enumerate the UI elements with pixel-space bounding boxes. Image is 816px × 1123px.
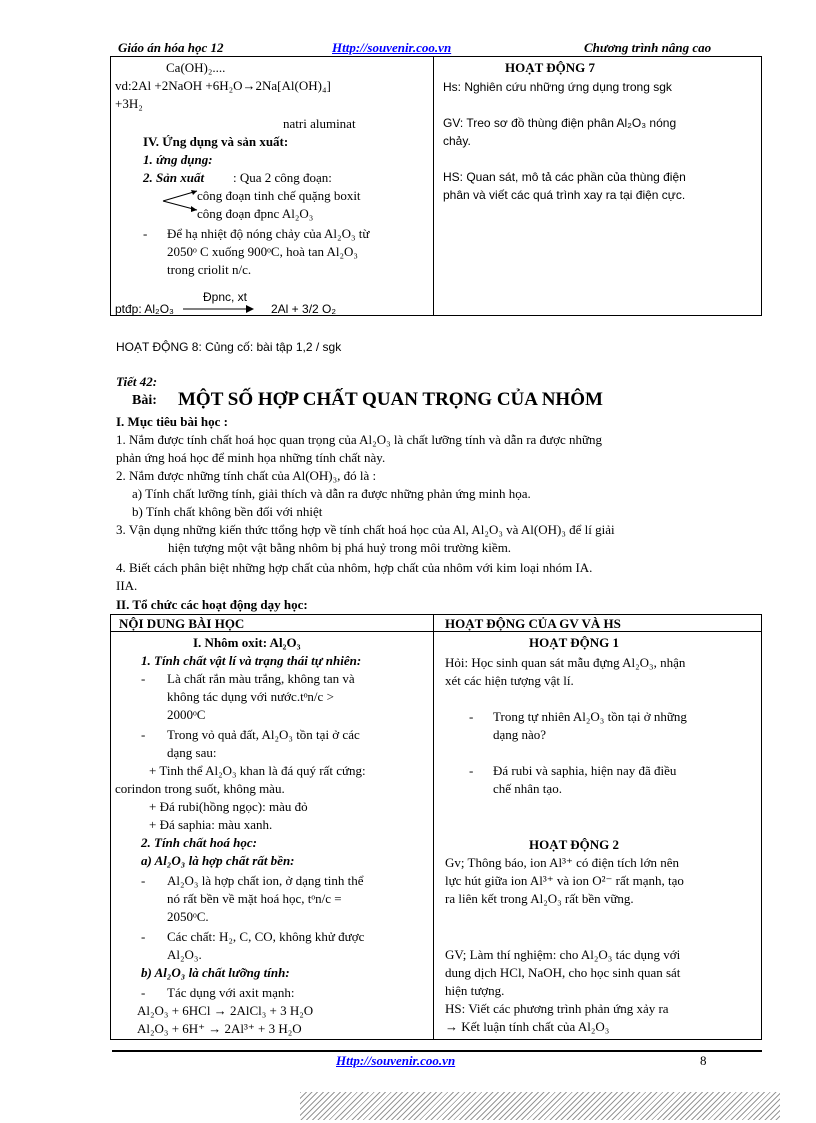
text-line: nó rất bền về mặt hoá học, tᵒn/c = bbox=[167, 891, 342, 906]
objective-line: phản ứng hoá học để minh họa những tính chất này. bbox=[116, 450, 386, 465]
activity-8: HOẠT ĐỘNG 8: Củng cố: bài tập 1,2 / sgk bbox=[116, 340, 342, 354]
text-line: → Kết luận tính chất của Al₂O₃ bbox=[445, 1019, 610, 1034]
bullet-dash: - bbox=[469, 763, 474, 778]
text-line: ptđp: Al₂O₃ bbox=[115, 302, 174, 316]
text-line: GV; Làm thí nghiệm: cho Al₂O₃ tác dụng với bbox=[445, 947, 681, 962]
objective-line: a) Tính chất lưỡng tính, giải thích và dẫn ra được những phản ứng minh họa. bbox=[132, 486, 531, 501]
subsection-heading: 2. Tính chất hoá học: bbox=[141, 835, 257, 850]
text-line: Gv; Thông báo, ion Al³⁺ có điện tích lớn nên bbox=[445, 855, 680, 870]
reaction-condition: Đpnc, xt bbox=[203, 290, 248, 304]
text-line: xét các hiện tượng vật lí. bbox=[445, 673, 574, 688]
text-line: Đá rubi và saphia, hiện nay đã điều bbox=[493, 763, 677, 778]
objective-line: 4. Biết cách phân biệt những hợp chất của nhôm, hợp chất của nhôm với kim loại nhóm IA. bbox=[116, 560, 593, 575]
header-link[interactable]: Http://souvenir.coo.vn bbox=[332, 40, 452, 55]
text-line: natri aluminat bbox=[283, 116, 356, 131]
text-line: HS: Viết các phương trình phản ứng xảy ra bbox=[445, 1001, 669, 1016]
text-line: Để hạ nhiệt độ nóng chảy của Al₂O₃ từ bbox=[167, 226, 370, 241]
text-line: Là chất rắn màu trắng, không tan và bbox=[167, 671, 355, 686]
text-line: 2Al + 3/2 O₂ bbox=[271, 302, 337, 316]
text-line: 2050ᵒC. bbox=[167, 909, 209, 924]
subsection-heading: b) Al₂O₃ là chất lưỡng tính: bbox=[141, 965, 290, 980]
reaction-arrow-icon bbox=[183, 304, 255, 314]
text-line: công đoạn đpnc Al₂O₃ bbox=[197, 206, 314, 221]
header-left: Giáo án hóa học 12 bbox=[118, 40, 224, 55]
bullet-dash: - bbox=[141, 929, 146, 944]
text-line: hiện tượng. bbox=[445, 983, 505, 998]
page-number: 8 bbox=[700, 1053, 707, 1068]
text-line: Hỏi: Học sinh quan sát mẫu đựng Al₂O₃, nhận bbox=[445, 655, 686, 670]
text-line: + Đá rubi(hồng ngọc): màu đỏ bbox=[149, 799, 308, 814]
objective-line: 3. Vận dụng những kiến thức ttổng hợp về tính chất hoá học của Al, Al₂O₃ và Al(OH)₃ để lí giải bbox=[116, 522, 615, 537]
text-line: Các chất: H₂, C, CO, không khử được bbox=[167, 929, 365, 944]
text-line: Trong tự nhiên Al₂O₃ tồn tại ở những bbox=[493, 709, 687, 724]
text-line: không tác dụng với nước.tᵒn/c > bbox=[167, 689, 334, 704]
text-line: trong criolit n/c. bbox=[167, 262, 252, 277]
table-divider bbox=[433, 615, 434, 1039]
objectives-heading: I. Mục tiêu bài học : bbox=[116, 414, 228, 429]
text-line: 2000ᵒC bbox=[167, 707, 206, 722]
bullet-dash: - bbox=[469, 709, 474, 724]
objective-line: IIA. bbox=[116, 578, 138, 593]
text-line: lực hút giữa ion Al³⁺ và ion O²⁻ rất mạnh, tạo bbox=[445, 873, 684, 888]
table-divider bbox=[433, 56, 434, 316]
section-heading: IV. Ứng dụng và sản xuất: bbox=[143, 134, 289, 149]
text-line: : Qua 2 công đoạn: bbox=[233, 170, 332, 185]
subsection-heading: 2. Sản xuất bbox=[143, 170, 205, 185]
bullet-dash: - bbox=[141, 727, 146, 742]
text-line: ra liên kết trong Al₂O₃ rất bền vững. bbox=[445, 891, 634, 906]
bullet-dash: - bbox=[143, 226, 148, 241]
text-line: dạng sau: bbox=[167, 745, 217, 760]
objective-line: 2. Nắm được những tính chất của Al(OH)₃, đó là : bbox=[116, 468, 377, 483]
objective-line: hiện tượng một vật bằng nhôm bị phá huỷ trong môi trường kiềm. bbox=[168, 540, 512, 555]
objective-line: b) Tính chất không bền đối với nhiệt bbox=[132, 504, 323, 519]
footer-link[interactable]: Http://souvenir.coo.vn bbox=[336, 1053, 456, 1068]
bullet-dash: - bbox=[141, 985, 146, 1000]
branch-arrows-icon bbox=[161, 186, 201, 216]
col-header-right: HOẠT ĐỘNG CỦA GV VÀ HS bbox=[445, 616, 621, 631]
table-continued bbox=[110, 56, 762, 316]
text-line: + Tinh thể Al₂O₃ khan là đá quý rất cứng: bbox=[149, 763, 366, 778]
text-line: Al₂O₃ là hợp chất ion, ở dạng tinh thể bbox=[167, 873, 364, 888]
activity-heading: HOẠT ĐỘNG 2 bbox=[529, 837, 620, 852]
organization-heading: II. Tổ chức các hoạt động dạy học: bbox=[116, 597, 308, 612]
text-line: phân và viết các quá trình xay ra tại điện cực. bbox=[443, 188, 686, 202]
equation: Al₂O₃ + 6H⁺ → 2Al³⁺ + 3 H₂O bbox=[137, 1021, 302, 1036]
activity-heading: HOẠT ĐỘNG 7 bbox=[505, 60, 596, 75]
text-line: corindon trong suốt, không màu. bbox=[115, 781, 285, 796]
bullet-dash: - bbox=[141, 671, 146, 686]
section-heading: I. Nhôm oxit: Al₂O₃ bbox=[193, 635, 301, 650]
text-line: Ca(OH)₂.... bbox=[166, 60, 226, 75]
objective-line: 1. Nắm được tính chất hoá học quan trọng của Al₂O₃ là chất lưỡng tính và dẫn ra được những bbox=[116, 432, 603, 447]
text-line: Al₂O₃. bbox=[167, 947, 202, 962]
text-line: dung dịch HCl, NaOH, cho học sinh quan sát bbox=[445, 965, 681, 980]
col-header-left: NỘI DUNG BÀI HỌC bbox=[119, 616, 245, 631]
text-line: Trong vỏ quả đất, Al₂O₃ tồn tại ở các bbox=[167, 727, 360, 742]
activity-table bbox=[110, 614, 762, 1040]
text-line: Hs: Nghiên cứu những ứng dụng trong sgk bbox=[443, 80, 672, 94]
text-line: 2050ᵒ C xuống 900ᵒC, hoà tan Al₂O₃ bbox=[167, 244, 358, 259]
text-line: HS: Quan sát, mô tả các phần của thùng điện bbox=[443, 170, 686, 184]
footer-rule bbox=[112, 1050, 762, 1052]
text-line: Tác dụng với axit mạnh: bbox=[167, 985, 295, 1000]
activity-heading: HOẠT ĐỘNG 1 bbox=[529, 635, 620, 650]
text-line: vd:2Al +2NaOH +6H₂O→2Na[Al(OH)₄] bbox=[115, 78, 331, 93]
subsection-heading: 1. Tính chất vật lí và trạng thái tự nhiên: bbox=[141, 653, 362, 668]
lesson-title: MỘT SỐ HỢP CHẤT QUAN TRỌNG CỦA NHÔM bbox=[178, 389, 603, 410]
bullet-dash: - bbox=[141, 873, 146, 888]
text-line: chế nhân tạo. bbox=[493, 781, 562, 796]
text-line: +3H₂ bbox=[115, 96, 143, 111]
text-line: + Đá saphia: màu xanh. bbox=[149, 817, 273, 832]
bai-label: Bài: bbox=[132, 393, 157, 408]
period-label: Tiết 42: bbox=[116, 374, 158, 389]
text-line: GV: Treo sơ đồ thùng điện phân Al₂O₃ nóng bbox=[443, 116, 677, 130]
equation: Al₂O₃ + 6HCl → 2AlCl₃ + 3 H₂O bbox=[137, 1003, 314, 1018]
text-line: dạng nào? bbox=[493, 727, 547, 742]
text-line: chảy. bbox=[443, 134, 471, 148]
decorative-hatch bbox=[300, 1092, 780, 1120]
subsection-heading: a) Al₂O₃ là hợp chất rất bền: bbox=[141, 853, 295, 868]
header-right: Chương trình nâng cao bbox=[584, 40, 712, 55]
subsection-heading: 1. ứng dụng: bbox=[143, 152, 213, 167]
text-line: công đoạn tinh chế quặng boxit bbox=[197, 188, 361, 203]
